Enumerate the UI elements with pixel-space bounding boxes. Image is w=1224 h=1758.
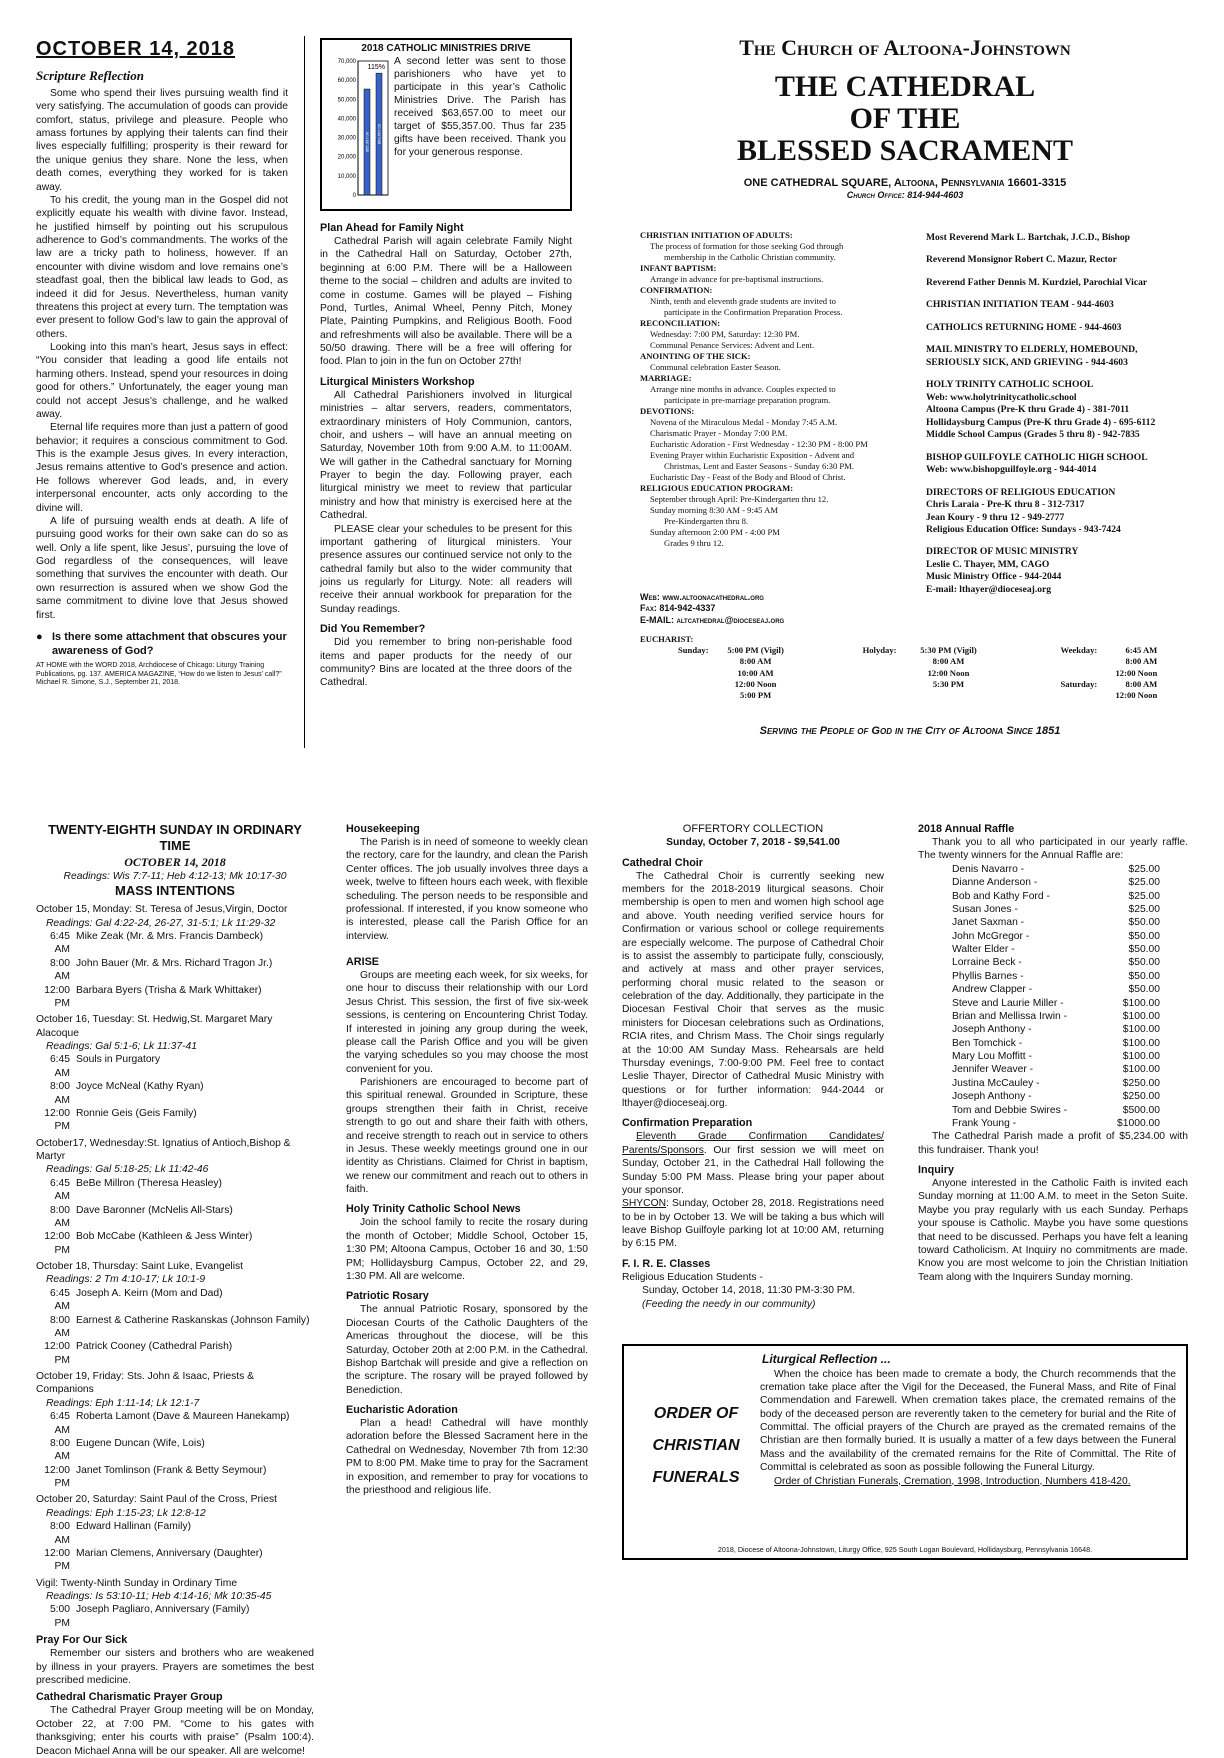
winner-name: Janet Saxman - (952, 917, 1025, 929)
raffle-winner (918, 1090, 1188, 1103)
mass-intention (36, 957, 314, 984)
winner-name: Dianne Anderson - (952, 877, 1038, 889)
sacrament-line: membership in the Catholic Christian community. (664, 252, 836, 262)
eucharist-label: EUCHARIST: (640, 634, 694, 644)
funerals-label: ORDER OF CHRISTIAN FUNERALS (652, 1405, 740, 1486)
raffle-profit: The Cathedral Parish made a profit of $5,234.00 with this fundraiser. Thank you! (918, 1131, 1188, 1156)
saturday-times (1101, 679, 1157, 701)
sacrament-line: CHRISTIAN INITIATION OF ADULTS: (640, 230, 793, 240)
raffle-intro: Thank you to all who participated in our yearly raffle. The twenty winners for the Annual Raffle are: (918, 837, 1188, 862)
mass-day-readings: Readings: 2 Tm 4:10-17; Lk 10:1-9 (46, 1274, 206, 1286)
mass-intention (36, 1053, 314, 1080)
winner-name: Ben Tomchick - (952, 1037, 1023, 1049)
vigil-readings: Readings: Is 53:10-11; Heb 4:14-16; Mk 10:35-45 (46, 1591, 272, 1603)
winner-name: Andrew Clapper - (952, 984, 1033, 996)
raffle-column (918, 822, 1188, 1336)
mass-time: 12:00 PM (44, 1464, 70, 1490)
winner-amount: $100.00 (1122, 1010, 1160, 1022)
winner-amount: $25.00 (1128, 903, 1160, 915)
housekeeping-title: Housekeeping (346, 823, 420, 835)
winner-name: Lorraine Beck - (952, 957, 1022, 969)
raffle-winner (918, 1104, 1188, 1117)
sacrament-line: Eucharistic Adoration - First Wednesday - 12:30 PM - 8:00 PM (650, 439, 868, 449)
mass-intention (36, 1464, 314, 1491)
mass-intention-name: Dave Baronner (McNelis All-Stars) (76, 1204, 233, 1216)
patriotic-rosary-text: The annual Patriotic Rosary, sponsored by the Diocesan Courts of the Catholic Daughters of the Americas throughout the diocese, will be this Saturday, October 20th at 2:00 P.M. in the Cathedral. Bishop Bartchak will preside and give a reflection on the scripture. The rosary will be prayed followed by Benediction. (346, 1304, 588, 1396)
chart-title: 2018 CATHOLIC MINISTRIES DRIVE (361, 43, 531, 54)
reflection-paragraph: Eternal life requires more than just a pattern of good behavior; it requires a conscious commitment to God. This is the example Jesus gives. In every interaction, Jesus remains attentive to God’s presence and action. He follows wherever God leads, and, in every interpersonal encounter, acts only according to the divine will. (36, 422, 288, 514)
staff-line: MAIL MINISTRY TO ELDERLY, HOMEBOUND, (926, 344, 1138, 356)
winner-name: Jennifer Weaver - (952, 1064, 1034, 1076)
staff-line: Web: www.bishopguilfoyle.org - 944-4014 (926, 464, 1097, 476)
choir-title: Cathedral Choir (622, 856, 703, 869)
sunday-readings: Readings: Wis 7:7-11; Heb 4:12-13; Mk 10:17-30 (63, 871, 287, 883)
reflection-source: Order of Christian Funerals, Cremation, 1998, Introduction, Numbers 418-420. (774, 1475, 1131, 1487)
fire-title: F. I. R. E. Classes (622, 1257, 711, 1270)
staff-line: DIRECTOR OF MUSIC MINISTRY (926, 546, 1079, 558)
reflection-paragraph: To his credit, the young man in the Gospel did not explicitly equate his wealth with divine favor. Instead, he justified himself by pointing out his scrupulous adherence to God’s commandments. The works of the law are a tricky path to holiness, however. If an encounter with divine wisdom and love remains one’s steadfast goal, then the biblical law leads to God, as indeed it did for Jesus. Nevertheless, human vanity threatens this project at every turn. The temptation was ever present to follow God’s law to gain the approval of others. (36, 194, 288, 340)
sacrament-line: Arrange nine months in advance. Couples expected to (650, 384, 836, 394)
citation: AT HOME with the WORD 2018, Archdiocese of Chicago: Liturgy Training Publications, pg. 137. AMERICA MAGAZINE, “How do we listen to Jesus’ call?” Michael R. Simone, S.J., September 21, 2018. (36, 662, 282, 687)
winner-amount: $50.00 (1128, 944, 1160, 956)
mass-intention-name: Eugene Duncan (Wife, Lois) (76, 1437, 205, 1449)
mass-intention (36, 1287, 314, 1314)
sacrament-line: Ninth, tenth and eleventh grade students are invited to (650, 296, 836, 306)
raffle-winner (918, 876, 1188, 889)
winner-name: Tom and Debbie Swires - (952, 1104, 1068, 1116)
eucharist-schedule (640, 634, 1180, 714)
mass-time: 8:00 AM (49, 1081, 70, 1106)
mass-time: 8:00 AM (1125, 656, 1158, 667)
sacrament-line: Charismatic Prayer - Monday 7:00 P.M. (650, 428, 788, 438)
staff-line: Altoona Campus (Pre-K thru Grade 4) - 381-7011 (926, 404, 1130, 416)
reflection-paragraph: A life of pursuing wealth ends at death. A life of pursuing good works for their own sake can do so as well. Only a life spent, like Jesus’, pursuing the love of God regardless of the consequences, will leave something that survives the encounter with death. Our own resurrection is assured when we show God the same commitment to divine love that Jesus showed first. (36, 515, 288, 621)
mass-intention-name: Marian Clemens, Anniversary (Daughter) (76, 1547, 263, 1559)
winner-amount: $50.00 (1128, 984, 1160, 996)
raffle-winner (918, 983, 1188, 996)
arise-title: ARISE (346, 956, 379, 969)
mass-intention-name: Ronnie Geis (Geis Family) (76, 1107, 197, 1119)
raffle-winner (918, 930, 1188, 943)
vigil-mass: 5:00 PM Joseph Pagliaro, Anniversary (Family) (49, 1604, 250, 1629)
mass-time: 6:45 AM (49, 1054, 70, 1079)
drive-text: A second letter was sent to those parishioners who have yet to participate in this year’s Catholic Ministries Drive. The Parish has received $63,657.00 to meet our target of $55,357.00. Thus far 235 gifts have been received. Thank you for your generous response. (394, 56, 566, 159)
raffle-winner (918, 970, 1188, 983)
mass-intention-name: Edward Hallinan (Family) (76, 1521, 192, 1533)
winner-amount: $100.00 (1122, 1064, 1160, 1076)
mass-intention-name: Earnest & Catherine Raskanskas (Johnson Family) (76, 1314, 310, 1326)
mass-time: 6:45 AM (49, 1287, 70, 1313)
chart-annotation: 115% (367, 64, 385, 71)
liturgical-reflection-box (622, 1344, 1188, 1560)
offertory-column (622, 822, 884, 1336)
patriotic-rosary-title: Patriotic Rosary (346, 1290, 429, 1303)
mass-day-title: October 18, Thursday: Saint Luke, Evangelist (36, 1261, 244, 1273)
fire-line: (Feeding the needy in our community) (642, 1298, 816, 1310)
staff-line: SERIOUSLY SICK, AND GRIEVING - 944-4603 (926, 356, 1128, 368)
cathedral-name-3: BLESSED SACRAMENT (737, 134, 1073, 168)
mass-intention-name: Joseph A. Keirn (Mom and Dad) (76, 1287, 223, 1299)
confirmation-title: Confirmation Preparation (622, 1117, 753, 1130)
chart-y-tick: 40,000 (337, 116, 356, 123)
staff-line: Music Ministry Office - 944-2044 (926, 571, 1062, 583)
winner-name: Brian and Mellissa Irwin - (952, 1010, 1068, 1022)
winner-amount: $1000.00 (1117, 1117, 1160, 1129)
family-night-text: Cathedral Parish will again celebrate Family Night in the Cathedral Hall on Saturday, October 27th, beginning at 6:00 P.M. There will be a Halloween theme to the social – children and adults are invited to come in costume. Games will be played – Fishing Pond, Turtles, Animal Wheel, Penny Pitch, Money Plate, Painting Pumpkins, and Religious Booth. Food and refreshments will also be available. There will be a 50/50 drawing. There will be a free will offering for food. Plan to join in the fun on October 27th! (320, 236, 572, 368)
shycon-text: SHYCON: Sunday, October 28, 2018. Registrations need to be in by October 13. We will be taking a bus which will leave Bishop Guilfoyle parking lot at 10:00 AM, returning by 6:15 PM. (622, 1198, 884, 1250)
winner-amount: $25.00 (1128, 877, 1160, 889)
holy-trinity-text: Join the school family to recite the rosary during the month of October; Middle School, October 15, 1:30 PM; Altoona Campus, October 16 and 30, 1:50 PM; Hollidaysburg Campus, October 22, and 29, 1:30 PM. All are welcome. (346, 1217, 588, 1282)
mass-time: 8:00 AM (1125, 678, 1158, 689)
chart-y-tick: 60,000 (337, 78, 356, 85)
staff-line: Web: www.holytrinitycatholic.school (926, 391, 1077, 403)
mass-time: 5:00 PM (Vigil) (727, 645, 784, 656)
mass-intention (36, 1107, 314, 1134)
staff-line: Most Reverend Mark L. Bartchak, J.C.D., Bishop (926, 232, 1130, 243)
mass-intention (36, 1204, 314, 1231)
workshop-text: PLEASE clear your schedules to be present for this important gathering of liturgical ministers. Your presence assures our continued service not only to the cathedral family but also to the wider community that joins us regularly for Liturgy. Note: all readers will receive their annual workbook for preparation for the Sunday readings. (320, 523, 572, 615)
mass-time: 12:00 Noon (1115, 667, 1158, 678)
mass-time: 8:00 AM (932, 656, 965, 667)
chart-y-tick: 0 (352, 193, 356, 199)
mass-intentions-list (36, 903, 314, 1573)
column-divider (304, 36, 305, 748)
mass-time: 12:00 PM (44, 1231, 70, 1256)
mass-intention-name: Roberta Lamont (Dave & Maureen Hanekamp) (76, 1411, 290, 1423)
sacrament-line: RECONCILIATION: (640, 318, 721, 328)
sacrament-line: Christmas, Lent and Easter Seasons - Sunday 6:30 PM. (664, 461, 854, 471)
mass-intention-name: Barbara Byers (Trisha & Mark Whittaker) (76, 984, 262, 996)
mass-time: 8:00 AM (49, 1204, 70, 1229)
staff-line: HOLY TRINITY CATHOLIC SCHOOL (926, 379, 1094, 391)
staff-line: Reverend Monsignor Robert C. Mazur, Rector (926, 254, 1117, 266)
winner-amount: $100.00 (1122, 1051, 1160, 1063)
choir-text: The Cathedral Choir is currently seeking new members for the 2018-2019 liturgical seasons. Choir membership is open to men and women high school age and above. Youth needing verified service hours for Confirmation or various school or college requirements are especially welcome. The purpose of Cathedral Choir is to assist the assembly to participate fully, consciously, and actively at mass and other prayer services, performing choral music related to the season or celebration of the day. Additionally, they participate in the Diocesan Festival Choir that serves as the music ministers for Diocesan celebrations such as Ordinations, RCIA rites, and Chrism Mass. The Choir sings regularly at the 10:00 AM Sunday Mass. Rehearsals are held Thursday evenings, 7:00-9:00 PM. Feel free to contact Leslie Thayer, Director of Cathedral Music Ministry with questions or for further information: 944-2044 or lthayer@dioceseaj.org. (622, 870, 884, 1110)
raffle-title: 2018 Annual Raffle (918, 823, 1015, 835)
mass-time: 8:00 AM (49, 1314, 70, 1339)
mass-intention (36, 1177, 314, 1204)
adoration-text: Plan a head! Cathedral will have monthly adoration before the Blessed Sacrament here in the Cathedral on Wednesday, November 7th from 12:30 PM to 8:00 PM. Make time to pray for the Sacrament in exposition, and remember to pray for vocations to the priesthood and religious life. (346, 1418, 588, 1496)
winner-name: Mary Lou Moffitt - (952, 1051, 1032, 1063)
mass-day-readings: Readings: Eph 1:15-23; Lk 12:8-12 (46, 1507, 206, 1519)
sacrament-line: Sunday morning 8:30 AM - 9:45 AM (650, 505, 778, 515)
sacraments-list (640, 230, 920, 580)
mass-intention (36, 1340, 314, 1367)
mass-intention-name: Patrick Cooney (Cathedral Parish) (76, 1341, 233, 1353)
sacrament-line: Arrange in advance for pre-baptismal instructions. (650, 274, 824, 284)
staff-line: Religious Education Office: Sundays - 943-7424 (926, 523, 1121, 535)
sacrament-line: Pre-Kindergarten thru 8. (664, 516, 749, 526)
inquiry-text: Anyone interested in the Catholic Faith is invited each Sunday morning at 11:00 A.M. to meet in the Seton Suite. Maybe you pray regularly with us each Sunday. Perhaps your spouse is Catholic. Maybe you have some questions that need to be discussed. Perhaps you have felt a leaning toward Catholicism. At Inquiry no commitments are made. Know you are most welcome to join the Christian Initiation Team along with the Inquirers Sunday morning. (918, 1178, 1188, 1283)
sacrament-line: Communal celebration Easter Season. (650, 362, 781, 372)
remember-title: Did You Remember? (320, 623, 426, 636)
mass-time: 12:00 PM (44, 1547, 70, 1573)
church-office-phone: Church Office: 814-944-4603 (846, 190, 964, 201)
mass-day-readings: Readings: Gal 4:22-24, 26-27, 31-5:1; Lk 11:29-32 (46, 917, 276, 929)
mass-intention (36, 1410, 314, 1437)
mass-time: 6:45 AM (49, 931, 70, 956)
staff-line: Hollidaysburg Campus (Pre-K thru Grade 4) - 695-6112 (926, 416, 1156, 428)
mass-time: 8:00 AM (739, 656, 772, 667)
mass-day-readings: Readings: Gal 5:1-6; Lk 11:37-41 (46, 1041, 197, 1053)
mass-intention-name: Mike Zeak (Mr. & Mrs. Francis Dambeck) (76, 931, 264, 943)
winner-amount: $25.00 (1128, 890, 1160, 902)
charismatic-text: The Cathedral Prayer Group meeting will be on Monday, October 22, at 7:00 PM. “Come to his gates with thanksgiving; enter his courts with praise” (Psalm 100:4). Deacon Michael Anna will be our speaker. All are welcome! (36, 1705, 314, 1757)
raffle-winner (918, 863, 1188, 876)
website: Web: www.altoonacathedral.org (640, 592, 764, 602)
winner-amount: $100.00 (1122, 1024, 1160, 1036)
sacrament-line: INFANT BAPTISM: (640, 263, 717, 273)
scripture-reflection-heading: Scripture Reflection (36, 68, 144, 83)
mass-day-title: October 15, Monday: St. Teresa of Jesus,Virgin, Doctor (36, 904, 288, 916)
winner-amount: $500.00 (1122, 1104, 1160, 1116)
staff-line: CHRISTIAN INITIATION TEAM - 944-4603 (926, 299, 1114, 311)
mass-intention-name: BeBe Millron (Theresa Heasley) (76, 1177, 222, 1189)
winner-name: Bob and Kathy Ford - (952, 890, 1050, 902)
reflection-text: When the choice has been made to cremate a body, the Church recommends that the cremation take place after the Vigil for the Deceased, the Funeral Mass, and Rite of Final Commendation and Farewell. When cremation takes place, the cremated remains of the body of the deceased person are reverently taken to the cemetery for burial and the Rite of Committal. The official prayers of the Church are prayed as the cremated remains of the Christian are then formally buried. It is usually a matter of a few days between the Funeral Mass and the availability of the cremated remains for the Rite of Committal. The Rite of Committal is celebrated as soon as possible following the Funeral Liturgy. (760, 1368, 1176, 1474)
middle-column (320, 38, 572, 750)
mass-time: 5:00 PM (739, 689, 772, 700)
chart-y-tick: 10,000 (337, 173, 356, 180)
sunday-label: Sunday: (678, 645, 709, 656)
raffle-winner (918, 956, 1188, 969)
mass-intention (36, 1437, 314, 1464)
mass-intention (36, 1547, 314, 1574)
ministries-drive-box (320, 38, 572, 211)
mass-time: 6:45 AM (49, 1411, 70, 1436)
raffle-winner (918, 1077, 1188, 1090)
weekday-times (1101, 645, 1157, 679)
mass-time: 10:00 AM (737, 667, 774, 678)
sacrament-line: Communal Penance Services: Advent and Lent. (650, 340, 815, 350)
mass-time: 8:00 AM (49, 1437, 70, 1463)
chart-y-tick: 70,000 (337, 59, 356, 65)
sacrament-line: September through April: Pre-Kindergarten thru 12. (650, 494, 829, 504)
reflection-title: Liturgical Reflection ... (762, 1352, 891, 1366)
raffle-winner (918, 943, 1188, 956)
mass-intentions-title: MASS INTENTIONS (115, 883, 235, 899)
sacrament-line: Wednesday: 7:00 PM, Saturday: 12:30 PM. (650, 329, 800, 339)
housekeeping-text: The Parish is in need of someone to weekly clean the rectory, care for the laundry, and clean the Parish Center offices. The job usually involves three days a week, twelve to fifteen hours each week, with flexible scheduling. The person needs to be responsible and professional. If interested, if you know someone who is interested, please call the Parish Office for an interview. (346, 837, 588, 942)
address: ONE CATHEDRAL SQUARE, Altoona, Pennsylvania 16601-3315 (743, 176, 1067, 189)
winner-name: Joseph Anthony - (952, 1024, 1032, 1036)
email: E-MAIL: altcathedral@dioceseaj.org (640, 614, 785, 625)
mass-time: 12:00 PM (44, 1341, 70, 1366)
sunday-times (711, 645, 801, 701)
raffle-winner (918, 1023, 1188, 1036)
sick-title: Pray For Our Sick (36, 1634, 128, 1647)
raffle-winner (918, 1037, 1188, 1050)
mass-time: 12:00 Noon (734, 678, 777, 689)
raffle-winner (918, 1063, 1188, 1076)
mass-intention-name: Souls in Purgatory (76, 1054, 161, 1066)
reflection-question: ● Is there some attachment that obscures your awareness of God? (36, 630, 287, 658)
winner-amount: $25.00 (1128, 863, 1160, 875)
raffle-winner (918, 1010, 1188, 1023)
mass-time: 12:00 Noon (1115, 689, 1158, 700)
reflection-paragraph: Looking into this man’s heart, Jesus says in effect: “You consider that leading a good life entails not harming others. Instead, spend your resources in doing good for others.” Unfortunately, the eager young man could not accept Jesus’s challenge, and he walked away. (36, 342, 288, 420)
sacrament-line: participate in the Confirmation Preparation Process. (664, 307, 843, 317)
sacrament-line: ANOINTING OF THE SICK: (640, 351, 751, 361)
fire-line: Sunday, October 14, 2018, 11:30 PM-3:30 PM. (642, 1285, 856, 1297)
winner-name: Joseph Anthony - (952, 1091, 1032, 1103)
sacrament-line: Novena of the Miraculous Medal - Monday 7:45 A.M. (650, 417, 838, 427)
mass-day-title: October 16, Tuesday: St. Hedwig,St. Margaret Mary Alacoque (36, 1014, 273, 1039)
weekday-label: Weekday: (1060, 645, 1098, 656)
inquiry-title: Inquiry (918, 1164, 954, 1177)
mass-intention-name: Joyce McNeal (Kathy Ryan) (76, 1081, 204, 1093)
staff-line: Jean Koury - 9 thru 12 - 949-2777 (926, 511, 1065, 523)
announcements-column (346, 822, 588, 1562)
winner-amount: $50.00 (1128, 970, 1160, 982)
staff-line: Reverend Father Dennis M. Kurdziel, Parochial Vicar (926, 276, 1148, 288)
reflection-footer: 2018, Diocese of Altoona-Johnstown, Liturgy Office, 925 South Logan Boulevard, Hollidaysburg, Pennsylvania 16648. (717, 1544, 1093, 1554)
reflection-paragraph: Some who spend their lives pursuing wealth find it very satisfying. The accumulation of goods can provide comfort, status, privilege and pleasure. People who amass fortunes by applying their talents can find their lives especially fulfilling; prosperity is their reward for the unique genius they share. None the less, when death comes, everything they worked for is taken away. (36, 87, 288, 193)
mass-time: 6:45 AM (1125, 645, 1158, 656)
winner-amount: $50.00 (1128, 917, 1160, 929)
winner-amount: $50.00 (1128, 957, 1160, 969)
staff-directory (926, 232, 1196, 632)
staff-line: CATHOLICS RETURNING HOME - 944-4603 (926, 321, 1122, 333)
mass-time: 5:30 PM (932, 678, 965, 689)
raffle-winners (918, 863, 1188, 1131)
family-night-title: Plan Ahead for Family Night (320, 222, 464, 234)
winner-amount: $250.00 (1122, 1077, 1160, 1089)
sacrament-line: DEVOTIONS: (640, 406, 695, 416)
winner-name: Steve and Laurie Miller - (952, 997, 1064, 1009)
mass-intention (36, 1520, 314, 1547)
offertory-title: OFFERTORY COLLECTION (682, 823, 824, 835)
offertory-amount: Sunday, October 7, 2018 - $9,541.00 (666, 837, 840, 849)
holyday-label: Holyday: (862, 645, 897, 656)
mass-intention (36, 1080, 314, 1107)
mass-time: 12:00 PM (44, 984, 70, 1009)
mass-intention-name: Bob McCabe (Kathleen & Jess Winter) (76, 1231, 253, 1243)
staff-line: BISHOP GUILFOYLE CATHOLIC HIGH SCHOOL (926, 451, 1148, 463)
sacrament-line: Sunday afternoon 2:00 PM - 4:00 PM (650, 527, 780, 537)
mass-intentions-column (36, 822, 314, 1757)
chart-y-tick: 30,000 (337, 135, 356, 142)
mass-time: 8:00 AM (49, 1521, 70, 1546)
mass-time: 5:30 PM (Vigil) (920, 645, 977, 656)
sacrament-line: Grades 9 thru 12. (664, 538, 724, 548)
arise-text: Groups are meeting each week, for six weeks, for one hour to discuss their relationship with our Lord Jesus Christ. This session, the first of five six-week sessions, is centering on Encountering Christ Today. If interested in joining any group during the week, please call the Parish Office and you will be given the varying schedules so you may choose the most convenient for you. (346, 970, 588, 1075)
mass-day-title: October 20, Saturday: Saint Paul of the Cross, Priest (36, 1494, 277, 1506)
scripture-column (36, 36, 288, 750)
arise-text: Parishioners are encouraged to become part of this spiritual renewal. Grounded in Scripture, these groups strengthen their faith in Christ, receive strength to go out and share their faith with others, and receive strength to reach out in service to others in Jesus. These weekly meetings ground one in our identity as Christians. Claimed for Christ in baptism, we renew our commitment and reach out to others in faith. (346, 1077, 588, 1196)
sacrament-line: MARRIAGE: (640, 373, 692, 383)
mass-time: 12:00 PM (44, 1107, 70, 1133)
mass-day-title: October17, Wednesday:St. Ignatius of Antioch,Bishop & Martyr (36, 1137, 291, 1163)
sunday-title: TWENTY-EIGHTH SUNDAY IN ORDINARY TIME (48, 822, 302, 854)
mass-intention (36, 1230, 314, 1257)
bulletin-date: OCTOBER 14, 2018 (36, 38, 236, 60)
sacrament-line: Eucharistic Day - Feast of the Body and Blood of Christ. (650, 472, 846, 482)
winner-name: John McGregor - (952, 930, 1030, 942)
winner-name: Susan Jones - (952, 903, 1018, 915)
mass-day-readings: Readings: Eph 1:11-14; Lk 12:1-7 (46, 1397, 200, 1409)
workshop-title: Liturgical Ministers Workshop (320, 375, 475, 388)
remember-text: Did you remember to bring non-perishable food items and paper products for the needy of our community? Bins are located at the three doors of the Cathedral. (320, 637, 572, 689)
winner-name: Justina McCauley - (952, 1077, 1040, 1089)
mass-time: 8:00 AM (49, 957, 70, 983)
saturday-label: Saturday: (1060, 678, 1098, 689)
raffle-winner (918, 903, 1188, 916)
chart-bar-label: $55,357.00 (364, 131, 370, 153)
charismatic-title: Cathedral Charismatic Prayer Group (36, 1691, 223, 1704)
chart-frame (358, 61, 388, 195)
holyday-times (898, 645, 998, 701)
serving-tagline: Serving the People of God in the City of Altoona Since 1851 (759, 725, 1061, 737)
mass-intention (36, 930, 314, 957)
bullet-icon: ● (36, 630, 43, 643)
staff-line: Leslie C. Thayer, MM, CAGO (926, 558, 1050, 570)
cathedral-name-1: THE CATHEDRAL (774, 69, 1036, 103)
fire-line: Religious Education Students - (622, 1271, 763, 1283)
mass-intention-name: John Bauer (Mr. & Mrs. Richard Tragon Jr.) (76, 957, 273, 969)
workshop-text: All Cathedral Parishioners involved in liturgical ministries – altar servers, readers, commentators, extraordinary ministers of Holy Communion, cantors, choir, and ushers – will have an annual meeting on Saturday, November 10th from 9:00 A.M. to 11:00AM. We will gather in the Cathedral sanctuary for Morning Prayer to begin the day. Following prayer, each liturgical ministry we meet to review that particular ministry and how that ministry is exercised here at the Cathedral. (320, 389, 572, 522)
winner-amount: $50.00 (1128, 930, 1160, 942)
mass-intention (36, 1314, 314, 1341)
winner-amount: $100.00 (1122, 1037, 1160, 1049)
mass-time: 12:00 Noon (927, 667, 970, 678)
sick-text: Remember our sisters and brothers who are weakened by illness in your prayers. Prayers are sometimes the best prescribed medicine. (36, 1648, 314, 1687)
mass-day-title: October 19, Friday: Sts. John & Isaac, Priests & Companions (36, 1371, 255, 1396)
adoration-title: Eucharistic Adoration (346, 1404, 458, 1416)
staff-line: Middle School Campus (Grades 5 thru 8) - 942-7835 (926, 429, 1140, 441)
winner-amount: $250.00 (1122, 1091, 1160, 1103)
winner-name: Frank Young - (952, 1117, 1017, 1129)
winner-name: Denis Navarro - (952, 863, 1025, 875)
sunday-date: OCTOBER 14, 2018 (124, 854, 226, 869)
raffle-winner (918, 916, 1188, 929)
staff-line: Chris Laraia - Pre-K thru 8 - 312-7317 (926, 499, 1085, 511)
masthead (600, 34, 1210, 214)
mass-time: 6:45 AM (49, 1177, 70, 1203)
sacrament-line: RELIGIOUS EDUCATION PROGRAM: (640, 483, 794, 493)
sacrament-line: participate in pre-marriage preparation program. (664, 395, 831, 405)
fax: Fax: 814-942-4337 (640, 603, 716, 614)
winner-name: Walter Elder - (952, 944, 1015, 956)
winner-name: Phyllis Barnes - (952, 970, 1024, 982)
church-name: The Church of Altoona-Johnstown (739, 35, 1071, 60)
mass-day-readings: Readings: Gal 5:18-25; Lk 11:42-46 (46, 1164, 209, 1176)
raffle-winner (918, 997, 1188, 1010)
raffle-winner (918, 1050, 1188, 1063)
chart-y-tick: 50,000 (337, 97, 356, 104)
ministries-drive-chart (326, 55, 390, 205)
holy-trinity-title: Holy Trinity Catholic School News (346, 1203, 521, 1216)
raffle-winner (918, 890, 1188, 903)
mass-intention (36, 984, 314, 1011)
winner-amount: $100.00 (1122, 997, 1160, 1009)
staff-line: DIRECTORS OF RELIGIOUS EDUCATION (926, 486, 1116, 498)
chart-y-tick: 20,000 (337, 154, 356, 161)
mass-intention-name: Janet Tomlinson (Frank & Betty Seymour) (76, 1464, 267, 1476)
confirmation-text: Eleventh Grade Confirmation Candidates/ Parents/Sponsors. Our first session we will meet on Sunday, October 21, in the Cathedral Hall following the Sunday 5:00 PM Mass. Please bring your paper about your sponsor. (622, 1131, 884, 1196)
contact-info (640, 592, 920, 632)
raffle-winner (918, 1117, 1188, 1130)
sacrament-line: Evening Prayer within Eucharistic Exposition - Advent and (650, 450, 855, 460)
chart-bar-label: $63,657.00 (376, 124, 382, 145)
vigil-title: Vigil: Twenty-Ninth Sunday in Ordinary Time (36, 1577, 238, 1589)
sacrament-line: CONFIRMATION: (640, 285, 713, 295)
staff-line: E-mail: lthayer@dioceseaj.org (926, 583, 1052, 595)
cathedral-name-2: OF THE (849, 101, 961, 135)
eucharist-table (676, 645, 1159, 701)
sacrament-line: The process of formation for those seeking God through (650, 241, 844, 251)
